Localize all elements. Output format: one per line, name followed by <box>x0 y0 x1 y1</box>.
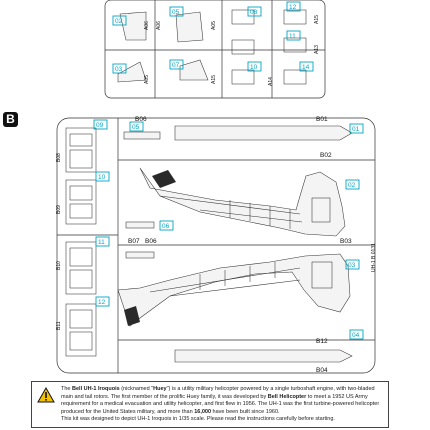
sprue-code: B06 <box>145 238 157 245</box>
part-a-block-14 <box>284 70 306 84</box>
part-a-block-10 <box>232 70 254 84</box>
part-b-panel-10 <box>66 180 96 224</box>
part-number: 12 <box>289 4 297 11</box>
sprue-code: A06 <box>144 21 150 30</box>
part-number: 10 <box>250 64 258 71</box>
section-label: B <box>3 112 18 127</box>
part-b-bar-06 <box>126 222 154 228</box>
part-number: 04 <box>352 332 360 339</box>
sprue-code: A15 <box>211 75 217 84</box>
part-number: 03 <box>348 262 356 269</box>
part-number: 14 <box>302 64 310 71</box>
part-number: 11 <box>98 239 105 246</box>
sprue-code: B10 <box>56 261 62 270</box>
sprue-code: B04 <box>316 367 328 374</box>
part-a-window-mid <box>176 12 203 42</box>
part-a-block-08b <box>232 40 254 54</box>
sprue-side-text: UH-1 B 0131 <box>371 243 377 272</box>
part-number: 02 <box>348 182 356 189</box>
sprue-code: B01 <box>316 116 328 123</box>
info-paragraph: The Bell UH-1 Iroquois (nicknamed "Huey") is a utility military helicopter powered by a single turboshaft engine, with two-bladed main and tail rotors. The first member of the prolific Huey family, it was developed by Bell Helicopter to meet a 1952 US Army requirement for a medical evacuation and utility helicopter, and first flew in 1956. The UH-1 was the first turbine-powered helicopter produced for the United States military, and more than 16,000 have been built since 1960. <box>61 386 380 415</box>
part-b-panel-12 <box>66 304 96 356</box>
sprue-code: B06 <box>135 116 147 123</box>
part-b-bar-07 <box>126 252 154 258</box>
part-number: 11 <box>289 33 296 40</box>
part-number: 06 <box>162 223 170 230</box>
sprue-code: B09 <box>56 205 62 214</box>
part-number: 07 <box>172 62 180 69</box>
part-b-fuselage-lower <box>118 254 350 326</box>
sprue-code: A05 <box>211 21 217 30</box>
sprue-code: B08 <box>56 153 62 162</box>
sprue-code: A15 <box>314 15 320 24</box>
sprue-code: B07 <box>128 238 140 245</box>
sprue-code: A13 <box>314 45 320 54</box>
part-number: 12 <box>98 299 106 306</box>
part-number: 03 <box>115 66 123 73</box>
sprue-code: B03 <box>340 238 352 245</box>
sprue-code: B12 <box>316 338 328 345</box>
part-number: 05 <box>172 9 180 16</box>
warning-icon <box>37 387 55 403</box>
sprue-code: A05 <box>144 75 150 84</box>
part-number: 05 <box>132 124 140 131</box>
sprue-code: A14 <box>268 77 274 86</box>
part-b-rail-01 <box>175 126 352 140</box>
info-box <box>31 381 389 428</box>
part-number: 08 <box>250 9 258 16</box>
part-b-panel-11 <box>66 242 96 294</box>
part-number: 02 <box>115 18 123 25</box>
part-a-block-12a <box>284 10 306 24</box>
sprue-code: A06 <box>156 21 162 30</box>
part-b-bar-05 <box>124 132 160 139</box>
part-number: 10 <box>98 174 106 181</box>
part-b-rail-04 <box>175 350 352 362</box>
sprue-code: B11 <box>56 321 62 330</box>
info-paragraph-2: This kit was designed to depict UH-1 Iroquois in 1/35 scale. Please read the instructions carefully before starting. <box>61 416 335 423</box>
part-a-wedge-mid <box>180 60 208 80</box>
sprue-code: B02 <box>320 152 332 159</box>
part-number: 01 <box>352 126 360 133</box>
part-number: 09 <box>96 122 104 129</box>
